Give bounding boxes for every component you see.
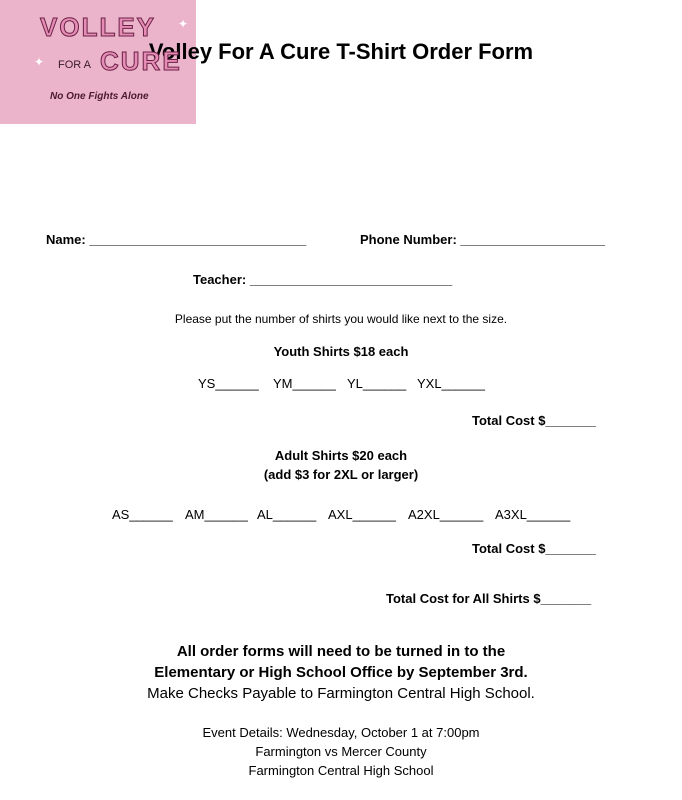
logo-for-a-text: FOR A (58, 59, 92, 71)
grand-total[interactable]: Total Cost for All Shirts $_______ (386, 591, 592, 606)
logo-volley-text: VOLLEY (40, 12, 157, 42)
size-yl[interactable]: YL______ (347, 376, 407, 391)
notice-line-1: All order forms will need to be turned in to the (176, 643, 506, 660)
logo-slogan: No One Fights Alone (50, 91, 149, 102)
youth-total[interactable]: Total Cost $_______ (472, 413, 597, 428)
teacher-field[interactable]: Teacher: ____________________________ (193, 272, 453, 287)
notice-line-2: Elementary or High School Office by September 3rd. (154, 664, 528, 681)
adult-heading: Adult Shirts $20 each (274, 448, 408, 463)
event-line-2: Farmington vs Mercer County (255, 744, 427, 759)
name-field[interactable]: Name: ______________________________ (46, 232, 307, 247)
adult-total[interactable]: Total Cost $_______ (472, 541, 597, 556)
size-am[interactable]: AM______ (185, 507, 248, 522)
size-a2xl[interactable]: A2XL______ (408, 507, 484, 522)
size-ym[interactable]: YM______ (273, 376, 336, 391)
instruction-text: Please put the number of shirts you would like next to the size. (174, 312, 508, 326)
event-line-1: Event Details: Wednesday, October 1 at 7:00pm (202, 725, 480, 740)
sparkle-icon: ✦ (178, 17, 189, 31)
notice-line-3: Make Checks Payable to Farmington Central High School. (147, 685, 535, 702)
sparkle-icon: ✦ (34, 55, 45, 69)
size-axl[interactable]: AXL______ (328, 507, 396, 522)
page-title: Volley For A Cure T-Shirt Order Form (148, 39, 534, 64)
size-ys[interactable]: YS______ (198, 376, 259, 391)
size-a3xl[interactable]: A3XL______ (495, 507, 571, 522)
adult-subheading: (add $3 for 2XL or larger) (263, 467, 419, 482)
size-yxl[interactable]: YXL______ (417, 376, 485, 391)
youth-heading: Youth Shirts $18 each (273, 344, 409, 359)
size-al[interactable]: AL______ (257, 507, 317, 522)
phone-field[interactable]: Phone Number: ____________________ (360, 232, 605, 247)
logo-cure-text: CURE (100, 46, 182, 76)
size-as[interactable]: AS______ (112, 507, 173, 522)
event-line-3: Farmington Central High School (248, 763, 434, 778)
